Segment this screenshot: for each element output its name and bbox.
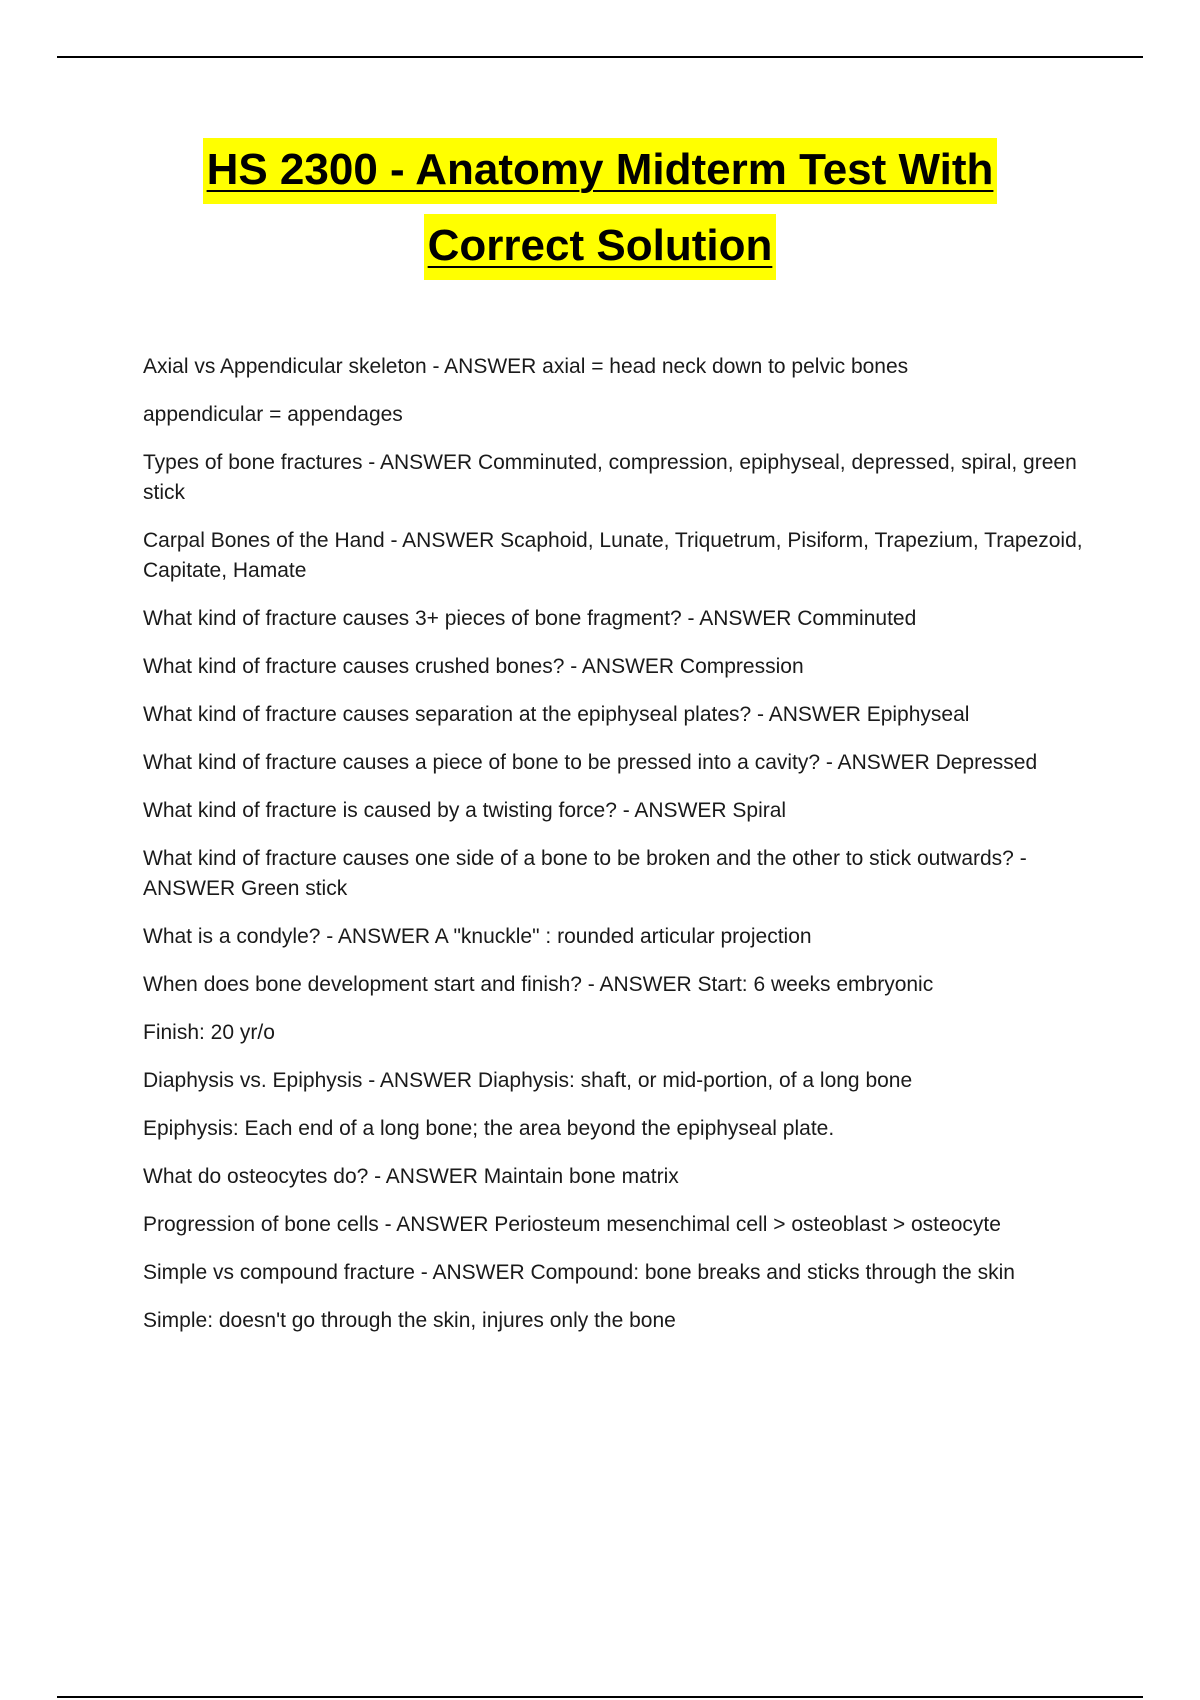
- qa-entry: When does bone development start and finish? - ANSWER Start: 6 weeks embryonic: [143, 973, 934, 996]
- qa-entry: Epiphysis: Each end of a long bone; the area beyond the epiphyseal plate.: [143, 1117, 835, 1140]
- qa-entry: What kind of fracture causes 3+ pieces of bone fragment? - ANSWER Comminuted: [143, 607, 917, 630]
- qa-entry: Finish: 20 yr/o: [143, 1021, 275, 1044]
- qa-entry: What is a condyle? - ANSWER A "knuckle" : rounded articular projection: [143, 925, 812, 948]
- qa-entry: What do osteocytes do? - ANSWER Maintain bone matrix: [143, 1165, 679, 1188]
- qa-entry: Progression of bone cells - ANSWER Periosteum mesenchimal cell > osteoblast > osteocyte: [143, 1213, 1001, 1236]
- qa-entry: What kind of fracture causes crushed bones? - ANSWER Compression: [143, 655, 804, 678]
- top-rule: [57, 56, 1143, 58]
- qa-entry: Simple: doesn't go through the skin, injures only the bone: [143, 1309, 676, 1332]
- qa-entry: appendicular = appendages: [143, 403, 403, 426]
- bottom-rule: [57, 1696, 1143, 1698]
- qa-entry: What kind of fracture causes a piece of bone to be pressed into a cavity? - ANSWER Depressed: [143, 751, 1038, 774]
- qa-entry: Carpal Bones of the Hand - ANSWER Scaphoid, Lunate, Triquetrum, Pisiform, Trapezium, Trapezoid, Capitate, Hamate: [143, 529, 1083, 582]
- qa-entry: Types of bone fractures - ANSWER Comminuted, compression, epiphyseal, depressed, spiral, green stick: [143, 451, 1077, 504]
- qa-entry: What kind of fracture causes one side of a bone to be broken and the other to stick outwards? - ANSWER Green stick: [143, 847, 1027, 900]
- title-line-1: HS 2300 - Anatomy Midterm Test With: [203, 138, 998, 204]
- qa-entry: What kind of fracture causes separation at the epiphyseal plates? - ANSWER Epiphyseal: [143, 703, 970, 726]
- qa-entry: What kind of fracture is caused by a twisting force? - ANSWER Spiral: [143, 799, 787, 822]
- qa-entry: Diaphysis vs. Epiphysis - ANSWER Diaphysis: shaft, or mid-portion, of a long bone: [143, 1069, 913, 1092]
- title-line-2: Correct Solution: [424, 214, 777, 280]
- document-title: [0, 138, 1200, 280]
- qa-entry: Axial vs Appendicular skeleton - ANSWER axial = head neck down to pelvic bones: [143, 355, 909, 378]
- qa-list: [143, 352, 1093, 1354]
- qa-entry: Simple vs compound fracture - ANSWER Compound: bone breaks and sticks through the skin: [143, 1261, 1015, 1284]
